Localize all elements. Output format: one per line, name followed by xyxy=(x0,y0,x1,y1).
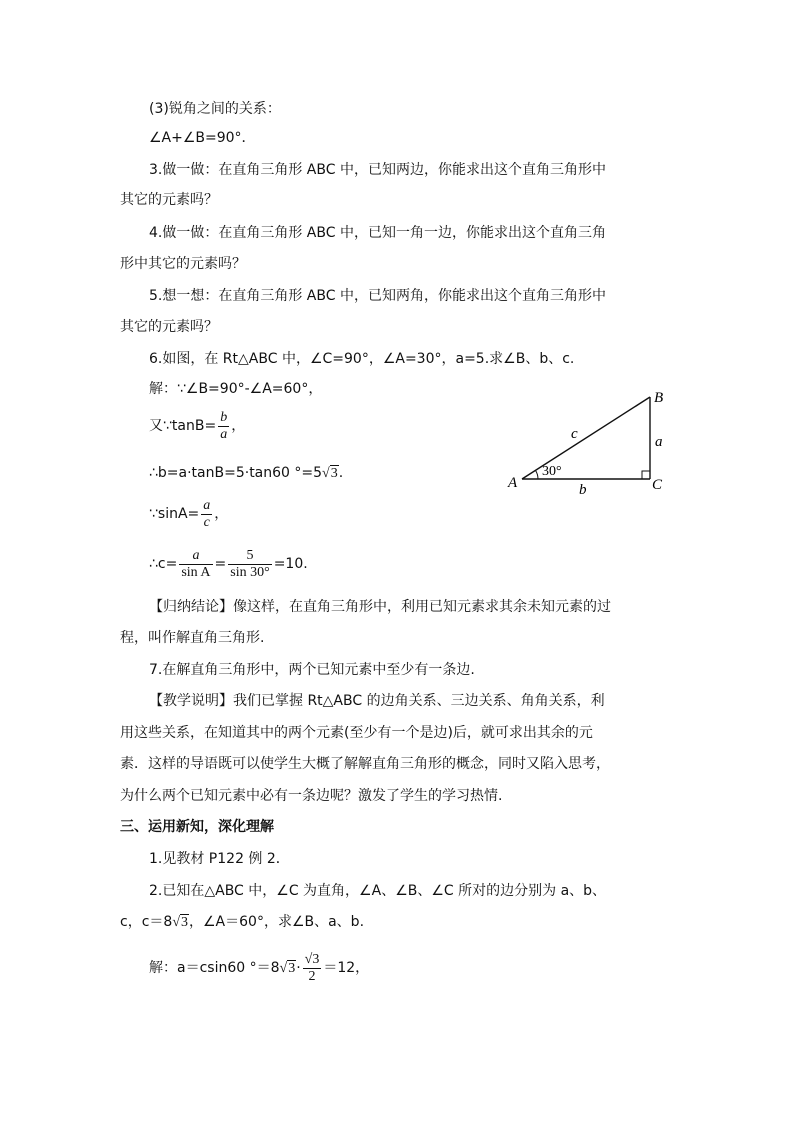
sqrt-3: √3 xyxy=(279,961,296,976)
step-5-suffix: =10. xyxy=(273,556,308,572)
fraction-numerator: b xyxy=(220,409,228,425)
step-4-prefix: ∵sinA= xyxy=(149,506,200,522)
side-b-label: b xyxy=(579,482,587,498)
fraction-numerator: a xyxy=(203,497,211,513)
side-a-label: a xyxy=(655,434,663,450)
vertex-B-label: B xyxy=(654,390,664,406)
solution-step-5 xyxy=(149,547,308,583)
step-2-prefix: 又∵tanB= xyxy=(149,418,217,434)
question-3-line1: 3.做一做：在直角三角形 ABC 中，已知两边，你能求出这个直角三角形中 xyxy=(149,162,606,178)
step-4-suffix: ， xyxy=(214,506,229,522)
question-5-line1: 5.想一想：在直角三角形 ABC 中，已知两角，你能求出这个直角三角形中 xyxy=(149,288,606,304)
step-3-suffix: . xyxy=(338,465,344,481)
fraction-numerator: √3 xyxy=(304,951,320,967)
sqrt-3: √3 xyxy=(322,466,338,481)
equals-sign: = xyxy=(214,556,227,572)
exercise-2-suffix: ，∠A＝60°，求∠B、a、b. xyxy=(189,914,365,930)
angle-30-label: 30° xyxy=(542,464,562,479)
section-heading-3: 三、运用新知，深化理解 xyxy=(120,819,274,835)
fraction-b-over-a xyxy=(218,410,229,443)
fraction-5-over-sin30 xyxy=(228,548,271,581)
fraction-numerator: 5 xyxy=(228,548,271,565)
exercise-1: 1.见教材 P122 例 2． xyxy=(149,851,290,867)
angle-arc xyxy=(536,470,539,479)
vertex-C-label: C xyxy=(652,477,663,493)
step-5-prefix: ∴c= xyxy=(149,556,178,572)
side-c-label: c xyxy=(571,426,578,442)
question-4-line2: 形中其它的元素吗？ xyxy=(120,256,246,272)
teaching-note-line2: 用这些关系，在知道其中的两个元素(至少有一个是边)后，就可求出其余的元 xyxy=(120,725,593,741)
fraction-a-over-c xyxy=(201,498,212,531)
question-3-line2: 其它的元素吗？ xyxy=(120,192,218,208)
exercise-2-line2 xyxy=(120,912,364,933)
step-2-suffix: ， xyxy=(231,418,246,434)
fraction-a-over-sinA xyxy=(179,548,212,581)
solution-prefix: 解：a＝csin60 °＝8 xyxy=(149,960,280,976)
angle-sum-formula: ∠A+∠B=90°． xyxy=(149,130,256,146)
sqrt-3: √3 xyxy=(172,915,188,930)
solution-step-2 xyxy=(149,409,245,445)
relation-heading: (3)锐角之间的关系： xyxy=(149,101,281,117)
right-angle-mark xyxy=(642,471,650,479)
exercise-2-solution xyxy=(149,950,369,988)
teaching-note-line3: 素．这样的导语既可以使学生大概了解解直角三角形的概念，同时又陷入思考， xyxy=(120,756,610,772)
fraction-sqrt3-over-2 xyxy=(303,952,322,985)
fraction-denominator: sin A xyxy=(181,564,211,580)
fraction-denominator: c xyxy=(203,514,210,530)
dot-operator: · xyxy=(296,960,301,976)
solution-suffix: ＝12， xyxy=(323,960,370,976)
point-7: 7.在解直角三角形中，两个已知元素中至少有一条边. xyxy=(149,662,475,678)
right-triangle-figure xyxy=(500,385,680,500)
question-5-line2: 其它的元素吗？ xyxy=(120,319,218,335)
conclusion-line2: 程，叫作解直角三角形. xyxy=(120,630,265,646)
conclusion-line1: 【归纳结论】像这样，在直角三角形中，利用已知元素求其余未知元素的过 xyxy=(149,599,611,615)
fraction-denominator: a xyxy=(220,426,228,442)
fraction-denominator: 2 xyxy=(308,968,316,984)
step-3-prefix: ∴b=a·tanB=5·tan60 °=5 xyxy=(149,465,323,481)
fraction-denominator: sin 30° xyxy=(230,564,270,580)
exercise-2-prefix: c，c＝8 xyxy=(120,914,173,930)
question-4-line1: 4.做一做：在直角三角形 ABC 中，已知一角一边，你能求出这个直角三角 xyxy=(149,225,606,241)
solution-step-1: 解：∵∠B=90°-∠A=60°， xyxy=(149,381,323,397)
vertex-A-label: A xyxy=(508,475,518,491)
teaching-note-line1: 【教学说明】我们已掌握 Rt△ABC 的边角关系、三边关系、角角关系，利 xyxy=(149,693,605,709)
teaching-note-line4: 为什么两个已知元素中必有一条边呢？激发了学生的学习热情. xyxy=(120,788,503,804)
solution-step-3 xyxy=(149,463,343,484)
fraction-numerator: a xyxy=(179,548,212,565)
question-6: 6.如图，在 Rt△ABC 中，∠C=90°，∠A=30°，a=5.求∠B、b、c. xyxy=(149,351,575,367)
exercise-2-line1: 2.已知在△ABC 中，∠C 为直角，∠A、∠B、∠C 所对的边分别为 a、b、 xyxy=(149,883,607,899)
solution-step-4 xyxy=(149,497,228,533)
